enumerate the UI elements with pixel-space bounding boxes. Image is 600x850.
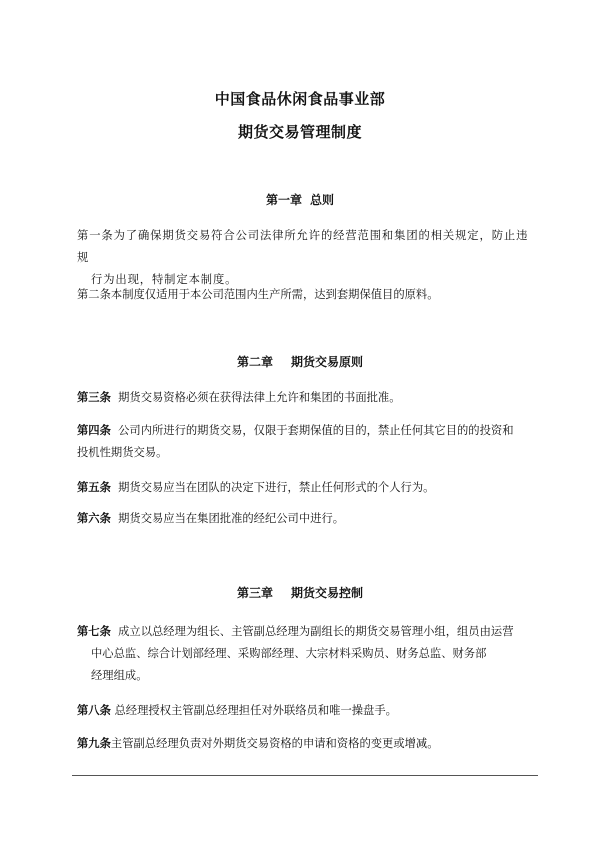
article bbox=[77, 386, 539, 409]
document-title: 中国食品休闲食品事业部 bbox=[214, 90, 386, 108]
article-text: 公司内所进行的期货交易，仅限于套期保值的目的，禁止任何其它目的的投资和 bbox=[118, 424, 514, 437]
article-text: 为了确保期货交易符合公司法律所允许的经营范围和集团的相关规定，防止违规 bbox=[77, 229, 529, 264]
article bbox=[77, 284, 539, 306]
article-text: 主管副总经理负责对外期货交易资格的申请和资格的变更或增减。 bbox=[110, 737, 439, 750]
document-subtitle: 期货交易管理制度 bbox=[237, 123, 362, 141]
chapter-name: 期货交易原则 bbox=[291, 355, 364, 369]
article bbox=[77, 732, 539, 755]
article-label: 第四条 bbox=[77, 423, 111, 437]
article-text: 期货交易资格必须在获得法律上允许和集团的书面批准。 bbox=[118, 391, 401, 404]
article-text: 本制度仅适用于本公司范围内生产所需，达到套期保值目的原料。 bbox=[110, 288, 439, 301]
article-label: 第八条 bbox=[77, 703, 111, 717]
article-text: 期货交易应当在团队的决定下进行，禁止任何形式的个人行为。 bbox=[118, 481, 435, 494]
article-text: 总经理授权主管副总经理担任对外联络员和唯一操盘手。 bbox=[114, 704, 397, 717]
article-text-continued: 经理组成。 bbox=[91, 669, 148, 682]
article bbox=[77, 419, 539, 464]
chapter-heading bbox=[0, 584, 600, 601]
article-text: 期货交易应当在集团批准的经纪公司中进行。 bbox=[118, 512, 345, 525]
article-text: 成立以总经理为组长、主管副总经理为副组长的期货交易管理小组，组员由运营 bbox=[118, 625, 514, 638]
article bbox=[77, 620, 539, 687]
chapter-heading bbox=[0, 191, 600, 208]
chapter-name: 总则 bbox=[310, 193, 335, 207]
chapter-number: 第一章 bbox=[265, 193, 302, 207]
article bbox=[77, 507, 539, 530]
article-label: 第七条 bbox=[77, 624, 111, 638]
chapter-name: 期货交易控制 bbox=[291, 586, 364, 600]
article-label: 第六条 bbox=[77, 511, 111, 525]
article-label: 第三条 bbox=[77, 390, 111, 404]
article bbox=[77, 699, 539, 722]
article-text-continued: 行为出现，特制定本制度。 bbox=[91, 273, 238, 286]
article-label: 第一条 bbox=[77, 229, 114, 242]
article bbox=[77, 476, 539, 499]
article bbox=[77, 225, 539, 291]
article-text-continued: 投机性期货交易。 bbox=[77, 446, 168, 459]
article-label: 第九条 bbox=[77, 736, 111, 750]
footer-divider bbox=[72, 775, 538, 776]
article-label: 第二条 bbox=[77, 288, 111, 301]
chapter-number: 第三章 bbox=[236, 586, 273, 600]
article-label: 第五条 bbox=[77, 480, 111, 494]
chapter-number: 第二章 bbox=[236, 355, 273, 369]
chapter-heading bbox=[0, 353, 600, 370]
article-text-continued: 中心总监、综合计划部经理、采购部经理、大宗材料采购员、财务总监、财务部 bbox=[91, 647, 487, 660]
